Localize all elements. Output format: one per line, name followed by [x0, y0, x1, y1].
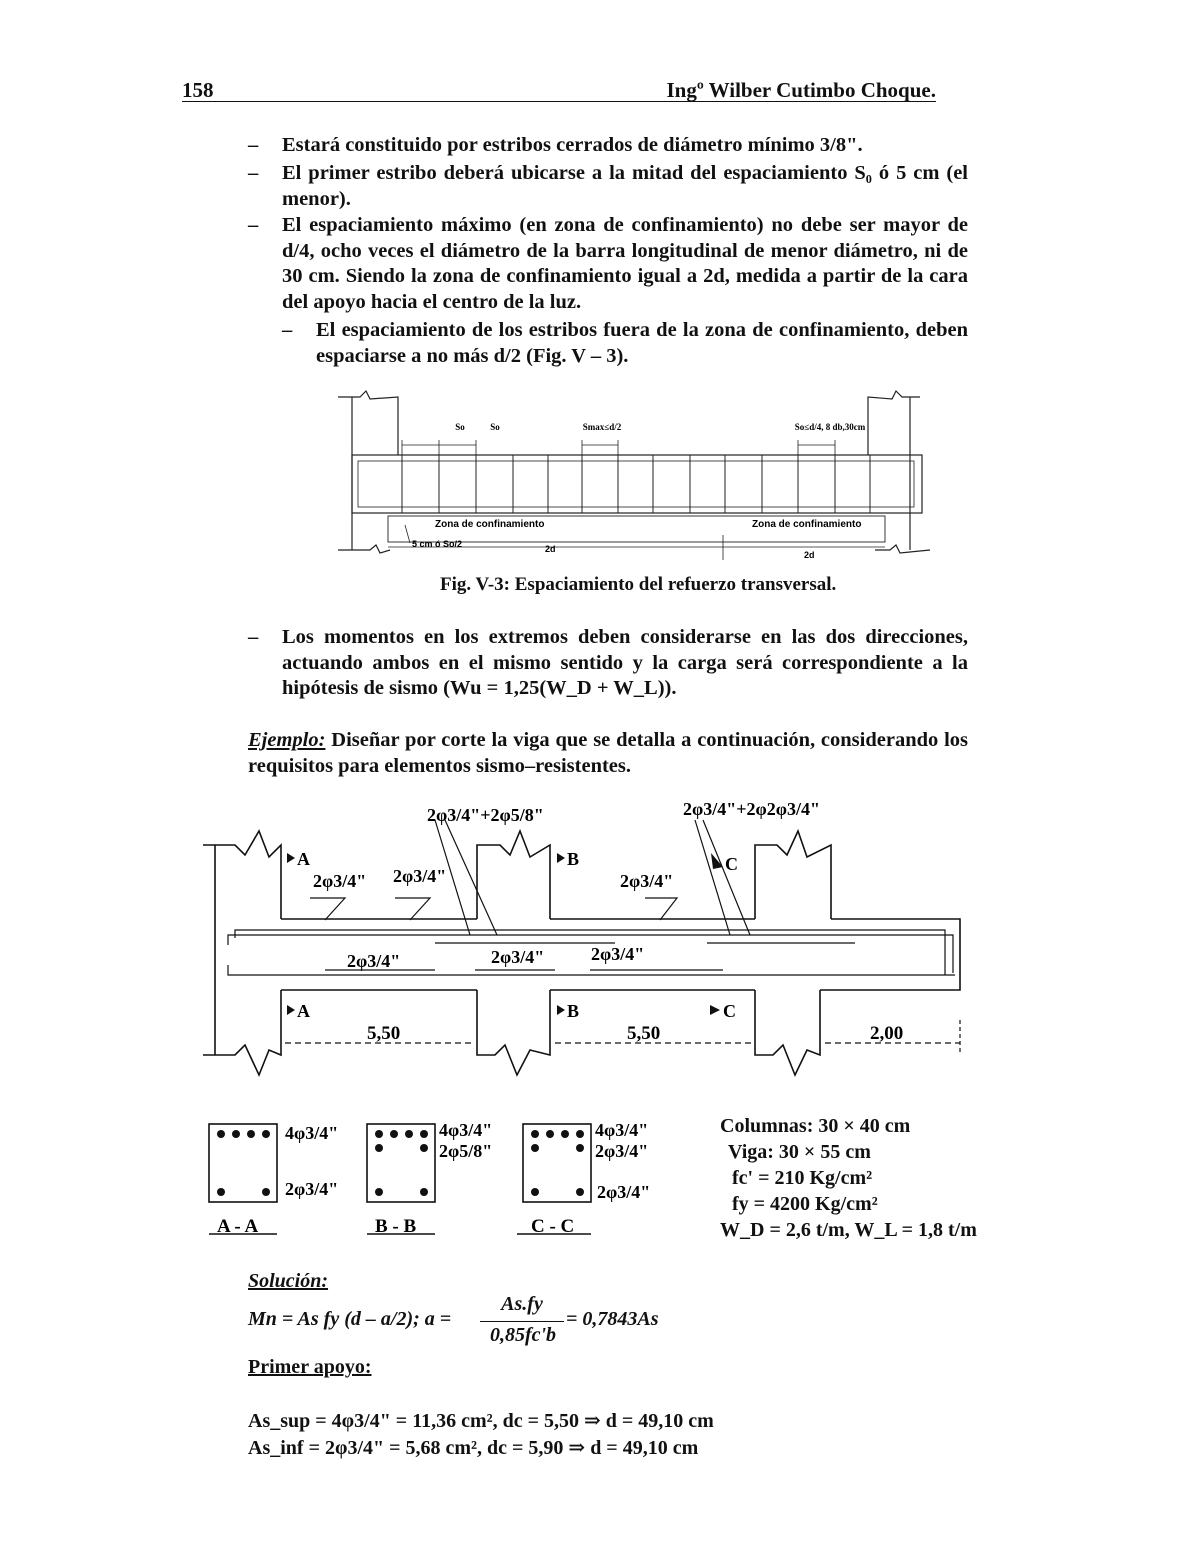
bar-bottom-2-label: 2φ3/4" — [491, 947, 545, 967]
bullet-item: – Estará constituido por estribos cerrados de diámetro mínimo 3/8". — [248, 134, 863, 156]
section-b-mid-bars: 2φ5/8" — [439, 1141, 493, 1161]
cross-sections-figure — [205, 1112, 685, 1242]
section-mark-b-bottom: B — [567, 1001, 580, 1021]
sub-bullet-item: – El espaciamiento de los estribos fuera de la zona de confinamiento, deben espaciarse a no más d/2 (Fig. V – 3). — [282, 319, 968, 367]
bar-a1-label: 2φ3/4" — [313, 871, 367, 891]
span-1-dimension: 5,50 — [367, 1023, 401, 1044]
label-so-rule: So≤d/4, 8 db,30cm — [794, 422, 866, 432]
section-c-title: C - C — [531, 1216, 575, 1237]
beam-elevation-figure — [195, 795, 975, 1095]
section-mark-c-bottom: C — [723, 1001, 736, 1021]
section-c-mid-bars: 2φ3/4" — [595, 1141, 649, 1161]
bar-bottom-3-label: 2φ3/4" — [591, 944, 645, 964]
zona-confinamiento-left: Zona de confinamiento — [435, 519, 545, 530]
bar-bottom-1-label: 2φ3/4" — [347, 951, 401, 971]
bar-b1-label: 2φ3/4" — [620, 871, 674, 891]
equation-fraction-numerator: As.fy — [501, 1293, 543, 1315]
equation-mn: Mn = As fy (d – a/2); a = — [248, 1308, 452, 1330]
primer-apoyo-heading: Primer apoyo: — [248, 1356, 372, 1378]
section-mark-a-bottom: A — [297, 1001, 310, 1021]
bars-top-mid-label: 2φ3/4"+2φ5/8" — [427, 805, 544, 825]
page-number: 158 — [182, 78, 214, 102]
label-first-stirrup: 5 cm ó So/2 — [412, 539, 463, 549]
stirrup-spacing-figure — [330, 385, 940, 580]
bullet-item: – El espaciamiento máximo (en zona de confinamiento) no debe ser mayor de d/4, ocho veces el diámetro de la barra longitudinal de menor diámetro, ni de 30 cm. Siendo la zona de confinamiento igual a 2d, medida a partir de la cara del apoyo hacia el centro de la luz. — [248, 214, 968, 313]
equation-fraction-denominator: 0,85fc'b — [489, 1324, 557, 1346]
section-mark-a-top: A — [297, 849, 310, 869]
fraction-bar — [480, 1321, 564, 1322]
figure-caption: Fig. V-3: Espaciamiento del refuerzo transversal. — [440, 574, 837, 595]
section-c-top-bars: 4φ3/4" — [595, 1120, 649, 1140]
design-properties: Columnas: 30 × 40 cm Viga: 30 × 55 cm fc' = 210 Kg/cm² fy = 4200 Kg/cm² W_D = 2,6 t/m, W_L = 1,8 t/m — [720, 1115, 977, 1241]
section-b-top-bars: 4φ3/4" — [439, 1120, 493, 1140]
solution-title: Solución: — [248, 1270, 329, 1292]
bars-top-right-label: 2φ3/4"+2φ2φ3/4" — [683, 799, 820, 819]
section-mark-c-top: C — [725, 854, 738, 874]
bar-a2-label: 2φ3/4" — [393, 866, 447, 886]
zona-confinamiento-right: Zona de confinamiento — [752, 519, 862, 530]
label-so: So — [455, 422, 465, 432]
label-smax: Smax≤d/2 — [582, 422, 622, 432]
label-2d-right: 2d — [804, 550, 815, 560]
example-paragraph: Ejemplo: Diseñar por corte la viga que se detalla a continuación, considerando los requisitos para elementos sismo–resistentes. — [248, 729, 968, 777]
as-sup-equation: As_sup = 4φ3/4" = 11,36 cm², dc = 5,50 ⇒ d = 49,10 cm — [248, 1410, 714, 1432]
equation-result: = 0,7843As — [566, 1308, 659, 1330]
running-header-author: Ingº Wilber Cutimbo Choque. — [666, 78, 936, 102]
section-a-title: A - A — [217, 1216, 259, 1237]
bullet-item: – Los momentos en los extremos deben considerarse en las dos direcciones, actuando ambos en el mismo sentido y la carga será correspondiente a la hipótesis de sismo (Wu = 1,25(W_D + W_L)). — [248, 626, 968, 699]
section-b-title: B - B — [375, 1216, 417, 1237]
as-inf-equation: As_inf = 2φ3/4" = 5,68 cm², dc = 5,90 ⇒ d = 49,10 cm — [248, 1437, 699, 1459]
section-c-bottom-bars: 2φ3/4" — [597, 1182, 651, 1202]
section-a-bottom-bars: 2φ3/4" — [285, 1179, 339, 1199]
bullet-item: – El primer estribo deberá ubicarse a la mitad del espaciamiento S₀ ó 5 cm (el menor). — [248, 162, 968, 210]
section-mark-b-top: B — [567, 849, 580, 869]
label-2d-left: 2d — [545, 544, 556, 554]
span-3-dimension: 2,00 — [870, 1023, 904, 1044]
section-a-top-bars: 4φ3/4" — [285, 1123, 339, 1143]
span-2-dimension: 5,50 — [627, 1023, 661, 1044]
label-so-2: So — [490, 422, 500, 432]
header-rule — [182, 101, 936, 102]
